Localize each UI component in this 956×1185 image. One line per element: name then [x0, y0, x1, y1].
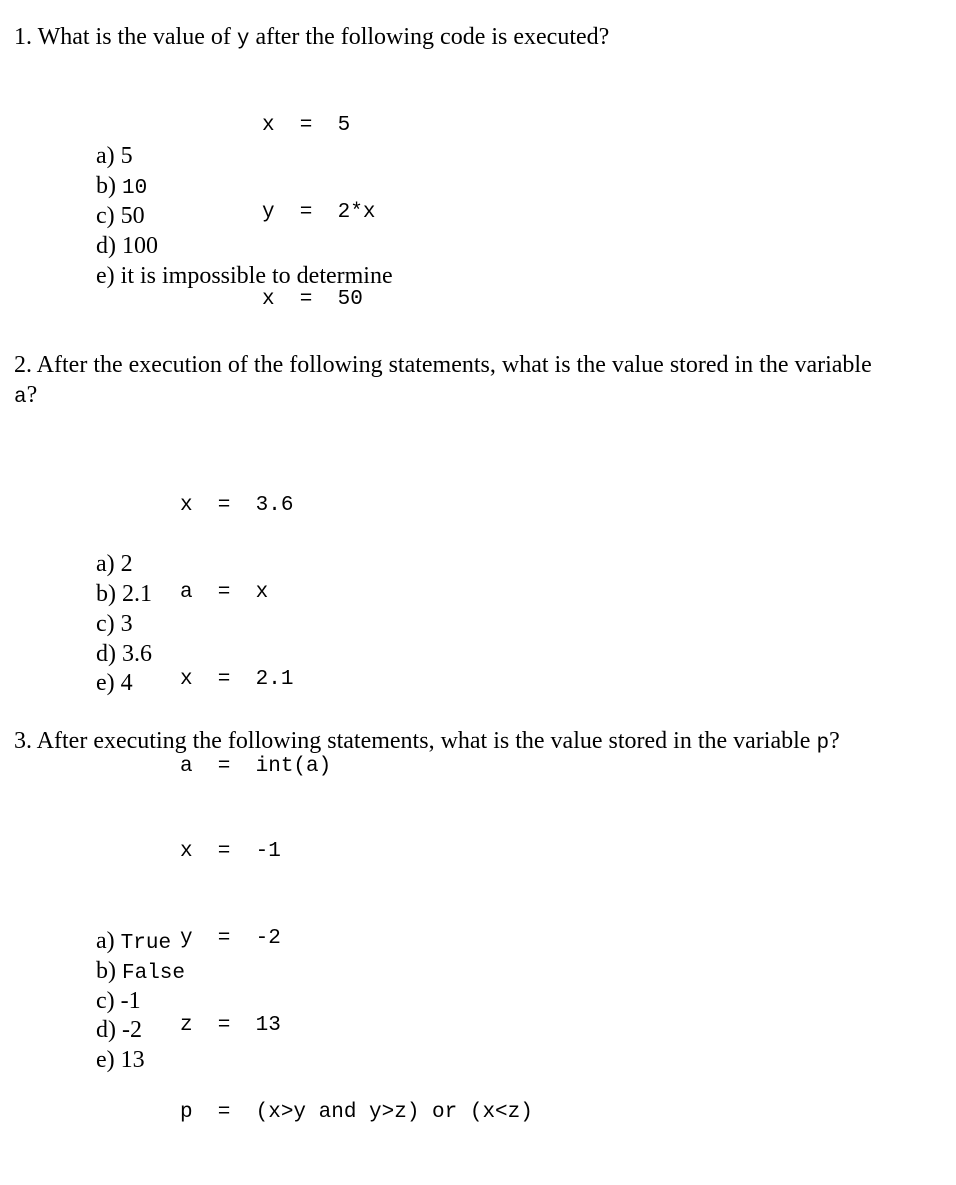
option-text: 100: [122, 233, 158, 259]
option-text: 13: [120, 1047, 145, 1073]
question-3-prefix: 3. After executing the following statements, what is the value stored in the variable: [14, 728, 817, 754]
question-2-text: 2. After the execution of the following statements, what is the value stored in the variable: [14, 352, 872, 378]
question-1-variable: y: [236, 28, 250, 51]
code-line: a = x: [180, 581, 269, 604]
question-1-option-b: [96, 171, 147, 204]
question-2-option-b: [96, 579, 152, 609]
option-letter: b): [96, 581, 122, 607]
question-3-option-c: [96, 986, 141, 1016]
code-line: x = 2.1: [180, 668, 294, 691]
question-1-code-block: [262, 53, 375, 372]
question-2-option-d: [96, 639, 152, 669]
option-text: True: [120, 932, 172, 955]
question-1-option-e: [96, 261, 393, 291]
question-1-option-c: [96, 201, 145, 231]
code-line: y = 2*x: [262, 201, 376, 224]
question-3-text: [14, 726, 840, 759]
question-2-variable: a: [14, 386, 27, 409]
question-3-suffix: ?: [829, 728, 840, 754]
option-letter: b): [96, 958, 122, 984]
option-text: -2: [122, 1017, 142, 1043]
question-3-option-a: [96, 926, 171, 959]
option-letter: a): [96, 143, 121, 169]
option-letter: a): [96, 551, 121, 577]
option-letter: c): [96, 611, 121, 637]
question-1-option-d: [96, 231, 158, 261]
option-text: 2: [120, 551, 133, 577]
code-line: p = (x>y and y>z) or (x<z): [180, 1101, 533, 1124]
code-line: x = 3.6: [180, 494, 294, 517]
question-1-suffix: after the following code is executed?: [249, 24, 610, 50]
code-line: x = -1: [180, 840, 281, 863]
code-line: z = 13: [180, 1014, 281, 1037]
option-letter: e): [96, 263, 121, 289]
option-letter: d): [96, 1017, 122, 1043]
option-letter: c): [96, 203, 121, 229]
question-2-suffix: ?: [26, 382, 38, 408]
question-1-prefix: 1. What is the value of: [14, 24, 237, 50]
question-2-option-c: [96, 609, 133, 639]
option-letter: e): [96, 670, 121, 696]
code-line: x = 50: [262, 288, 363, 311]
question-2-option-a: [96, 549, 133, 579]
option-text: 10: [122, 177, 148, 200]
question-1-option-a: [96, 141, 133, 171]
question-2-text-continued: [14, 380, 37, 413]
option-letter: e): [96, 1047, 121, 1073]
code-line: a = int(a): [180, 755, 332, 778]
option-text: 3: [120, 611, 133, 637]
question-3-code-block: [180, 779, 533, 1185]
option-text: it is impossible to determine: [120, 263, 393, 289]
question-3-option-b: [96, 956, 185, 989]
option-text: 3.6: [122, 641, 152, 667]
question-2-option-e: [96, 668, 133, 698]
question-1-text: [14, 22, 609, 55]
option-text: 5: [120, 143, 133, 169]
question-3-option-e: [96, 1045, 145, 1075]
option-text: -1: [120, 988, 141, 1014]
option-letter: c): [96, 988, 121, 1014]
option-text: False: [122, 962, 186, 985]
code-line: y = -2: [180, 927, 281, 950]
option-letter: d): [96, 641, 122, 667]
option-letter: a): [96, 928, 121, 954]
question-3-option-d: [96, 1015, 142, 1045]
option-letter: b): [96, 173, 122, 199]
option-letter: d): [96, 233, 122, 259]
option-text: 50: [120, 203, 145, 229]
question-3-variable: p: [816, 732, 830, 755]
option-text: 2.1: [122, 581, 152, 607]
code-line: x = 5: [262, 114, 351, 137]
option-text: 4: [120, 670, 133, 696]
